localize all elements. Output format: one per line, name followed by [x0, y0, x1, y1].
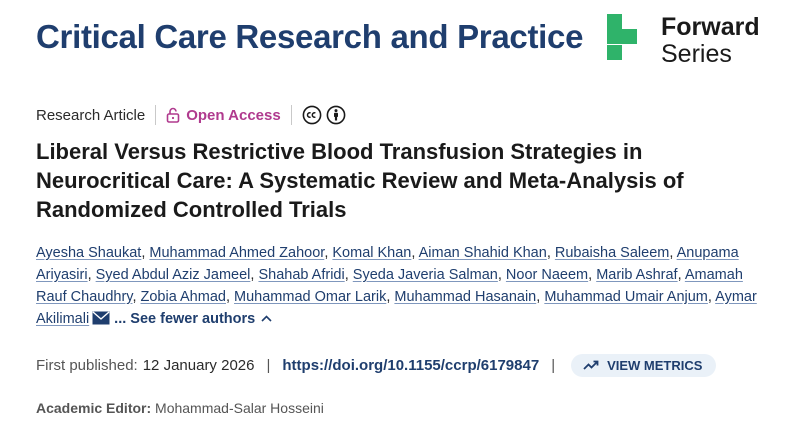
author-list [36, 242, 776, 330]
divider: | [266, 356, 271, 374]
academic-editor-label: Academic Editor: [36, 400, 152, 416]
author-link[interactable]: Komal Khan [332, 245, 412, 261]
author-link[interactable]: Rubaisha Saleem [554, 245, 670, 261]
view-metrics-button[interactable] [571, 354, 716, 377]
academic-editor [36, 400, 324, 416]
separator: , [344, 267, 353, 283]
separator: , [132, 289, 141, 305]
open-access-label: Open Access [186, 106, 281, 124]
separator: , [225, 289, 235, 305]
separator: , [324, 245, 333, 261]
author-link[interactable]: Amamah Rauf Chaudhry [36, 267, 743, 305]
journal-title[interactable]: Critical Care Research and Practice [36, 18, 584, 55]
brand-name: Forward [661, 13, 760, 41]
academic-editor-name: Mohammad-Salar Hosseini [155, 400, 324, 416]
author-link[interactable]: Noor Naeem [505, 267, 589, 283]
forward-series-brand[interactable] [607, 14, 760, 68]
author-link[interactable]: Marib Ashraf [596, 267, 678, 283]
author-link[interactable]: Muhammad Umair Anjum [544, 289, 708, 305]
publication-date: 12 January 2026 [142, 356, 255, 374]
separator: , [497, 267, 506, 283]
divider [155, 105, 156, 125]
forward-series-logo-icon [607, 14, 653, 60]
article-title: Liberal Versus Restrictive Blood Transfusion Strategies in Neurocritical Care: A Systematic Review and Meta-Analysis of Randomized Controlled Trials [36, 139, 684, 222]
separator: , [707, 289, 716, 305]
author-link[interactable]: Syeda Javeria Salman [352, 267, 498, 283]
separator: , [87, 267, 96, 283]
author-link[interactable]: Ayesha Shaukat [36, 245, 142, 261]
separator: , [141, 245, 150, 261]
separator: , [588, 267, 597, 283]
article-meta-row [36, 102, 346, 128]
open-access-badge[interactable] [166, 107, 281, 124]
author-link[interactable]: Shahab Afridi [258, 267, 345, 283]
separator: , [411, 245, 419, 261]
separator: , [386, 289, 395, 305]
doi-link[interactable]: https://doi.org/10.1155/ccrp/6179847 [282, 356, 540, 374]
see-fewer-authors-button[interactable] [114, 311, 272, 327]
publication-row [36, 352, 716, 378]
brand-subtitle: Series [661, 40, 732, 68]
article-type: Research Article [36, 106, 146, 124]
author-link[interactable]: Zobia Ahmad [140, 289, 226, 305]
author-link[interactable]: Muhammad Hasanain [394, 289, 537, 305]
author-link[interactable]: Muhammad Ahmed Zahoor [149, 245, 325, 261]
chevron-up-icon [261, 315, 272, 322]
divider: | [551, 356, 556, 374]
cc-icon [302, 105, 322, 125]
view-metrics-label: VIEW METRICS [607, 357, 703, 373]
separator: , [669, 245, 677, 261]
by-icon [326, 105, 346, 125]
see-fewer-label: ... See fewer authors [114, 311, 256, 327]
author-link[interactable]: Aiman Shahid Khan [418, 245, 547, 261]
divider [291, 105, 292, 125]
separator: , [546, 245, 555, 261]
separator: , [677, 267, 685, 283]
separator: , [536, 289, 545, 305]
author-link[interactable]: Aymar Akilimali [36, 289, 757, 327]
separator: , [250, 267, 259, 283]
author-link[interactable]: Anupama Ariyasiri [36, 245, 739, 283]
trend-up-icon [583, 359, 599, 371]
author-link[interactable]: Syed Abdul Aziz Jameel [95, 267, 251, 283]
author-link[interactable]: Muhammad Omar Larik [234, 289, 387, 305]
open-lock-icon [166, 107, 180, 123]
first-published-label: First published: [36, 356, 138, 374]
envelope-icon[interactable] [92, 311, 110, 325]
license-icons[interactable] [302, 105, 346, 125]
